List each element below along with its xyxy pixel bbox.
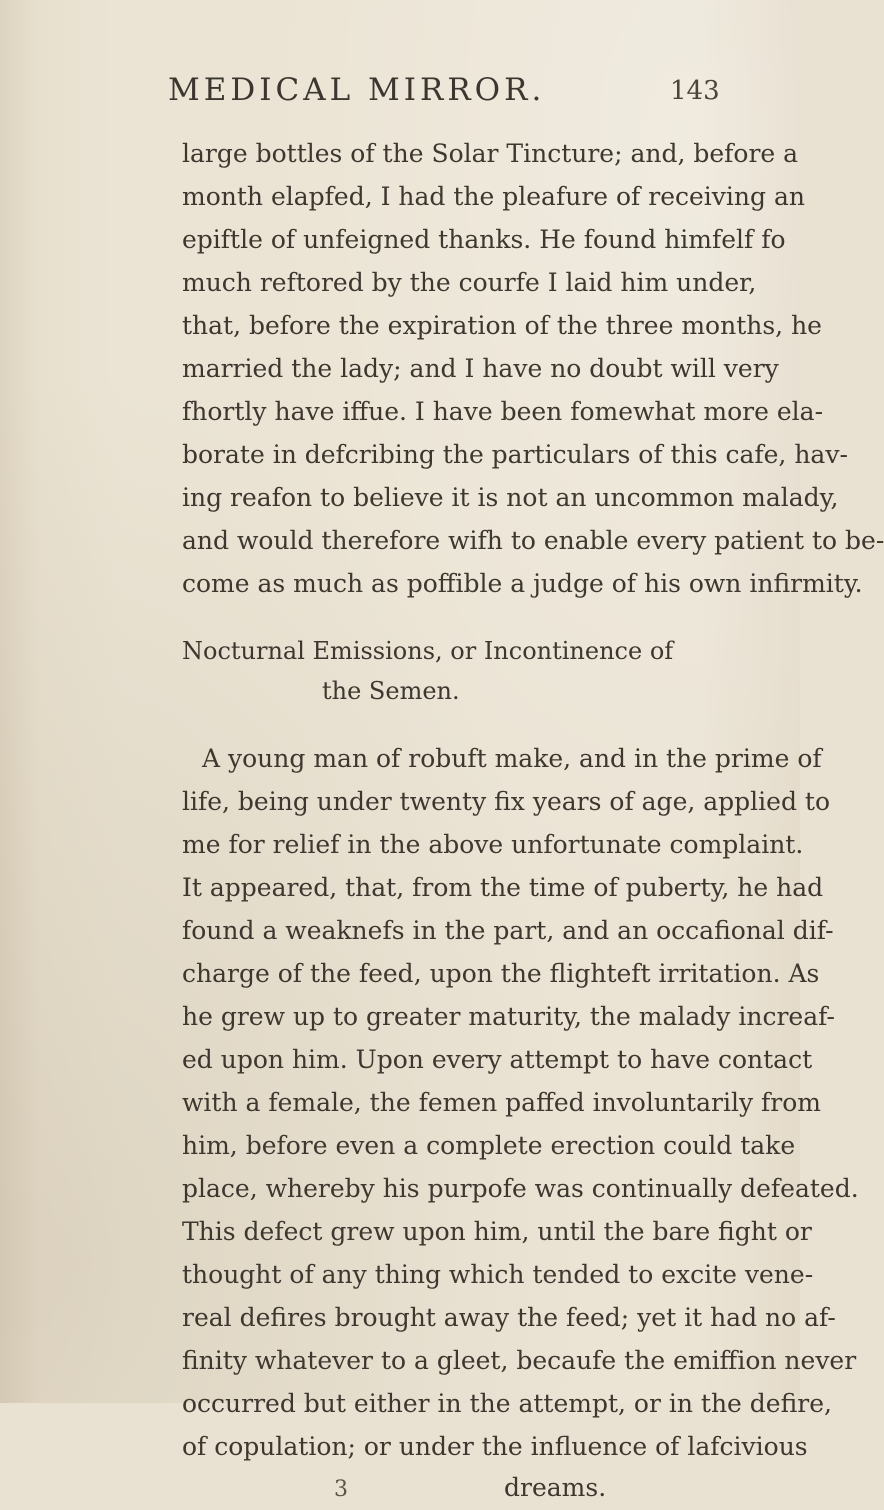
text-line: ing reafon to believe it is not an uncommon malady, <box>182 483 839 512</box>
text-line: This defect grew upon him, until the bare fight or <box>182 1217 812 1246</box>
running-title: MEDICAL MIRROR. <box>168 72 546 108</box>
text-line: fhortly have iffue. I have been fomewhat more ela- <box>182 397 824 426</box>
text-line: real defires brought away the feed; yet it had no af- <box>182 1303 836 1332</box>
text-line: found a weaknefs in the part, and an occafional dif- <box>182 916 834 945</box>
text-line: that, before the expiration of the three months, he <box>182 311 822 340</box>
text-line: with a female, the femen paffed involuntarily from <box>182 1088 821 1117</box>
text-line: place, whereby his purpofe was continually defeated. <box>182 1174 859 1203</box>
text-line: occurred but either in the attempt, or in the defire, <box>182 1389 832 1418</box>
text-line: married the lady; and I have no doubt will very <box>182 354 779 383</box>
text-line: much reftored by the courfe I laid him under, <box>182 268 757 297</box>
text-line: he grew up to greater maturity, the malady increaf- <box>182 1002 835 1031</box>
text-line: of copulation; or under the influence of lafcivious <box>182 1432 808 1461</box>
text-line: and would therefore wifh to enable every patient to be- <box>182 526 884 555</box>
section-heading: Nocturnal Emissions, or Incontinence of <box>182 637 674 665</box>
page-number: 143 <box>670 76 720 106</box>
text-line: him, before even a complete erection could take <box>182 1131 796 1160</box>
text-line: It appeared, that, from the time of puberty, he had <box>182 873 824 902</box>
text-line: epiftle of unfeigned thanks. He found himfelf fo <box>182 225 786 254</box>
text-line: come as much as poffible a judge of his own infirmity. <box>182 569 863 598</box>
text-line: finity whatever to a gleet, becaufe the emiffion never <box>182 1346 857 1375</box>
text-line: A young man of robuft make, and in the prime of <box>202 744 822 773</box>
text-line: thought of any thing which tended to excite vene- <box>182 1260 814 1289</box>
page-footer <box>182 1468 782 1508</box>
paragraph-gap <box>182 711 782 737</box>
section-heading-continued: the Semen. <box>322 677 460 705</box>
text-line: month elapfed, I had the pleafure of receiving an <box>182 182 805 211</box>
text-line: charge of the feed, upon the flighteft irritation. As <box>182 959 820 988</box>
text-line: me for relief in the above unfortunate complaint. <box>182 830 804 859</box>
text-line: ed upon him. Upon every attempt to have contact <box>182 1045 813 1074</box>
signature-mark: 3 <box>334 1477 348 1502</box>
body-text <box>182 132 884 1508</box>
text-line: life, being under twenty fix years of age, applied to <box>182 787 830 816</box>
paragraph-gap <box>182 605 782 631</box>
catchword: dreams. <box>504 1473 607 1502</box>
running-head <box>168 72 728 112</box>
text-line: borate in defcribing the particulars of this cafe, hav- <box>182 440 848 469</box>
text-line: large bottles of the Solar Tincture; and, before a <box>182 139 799 168</box>
